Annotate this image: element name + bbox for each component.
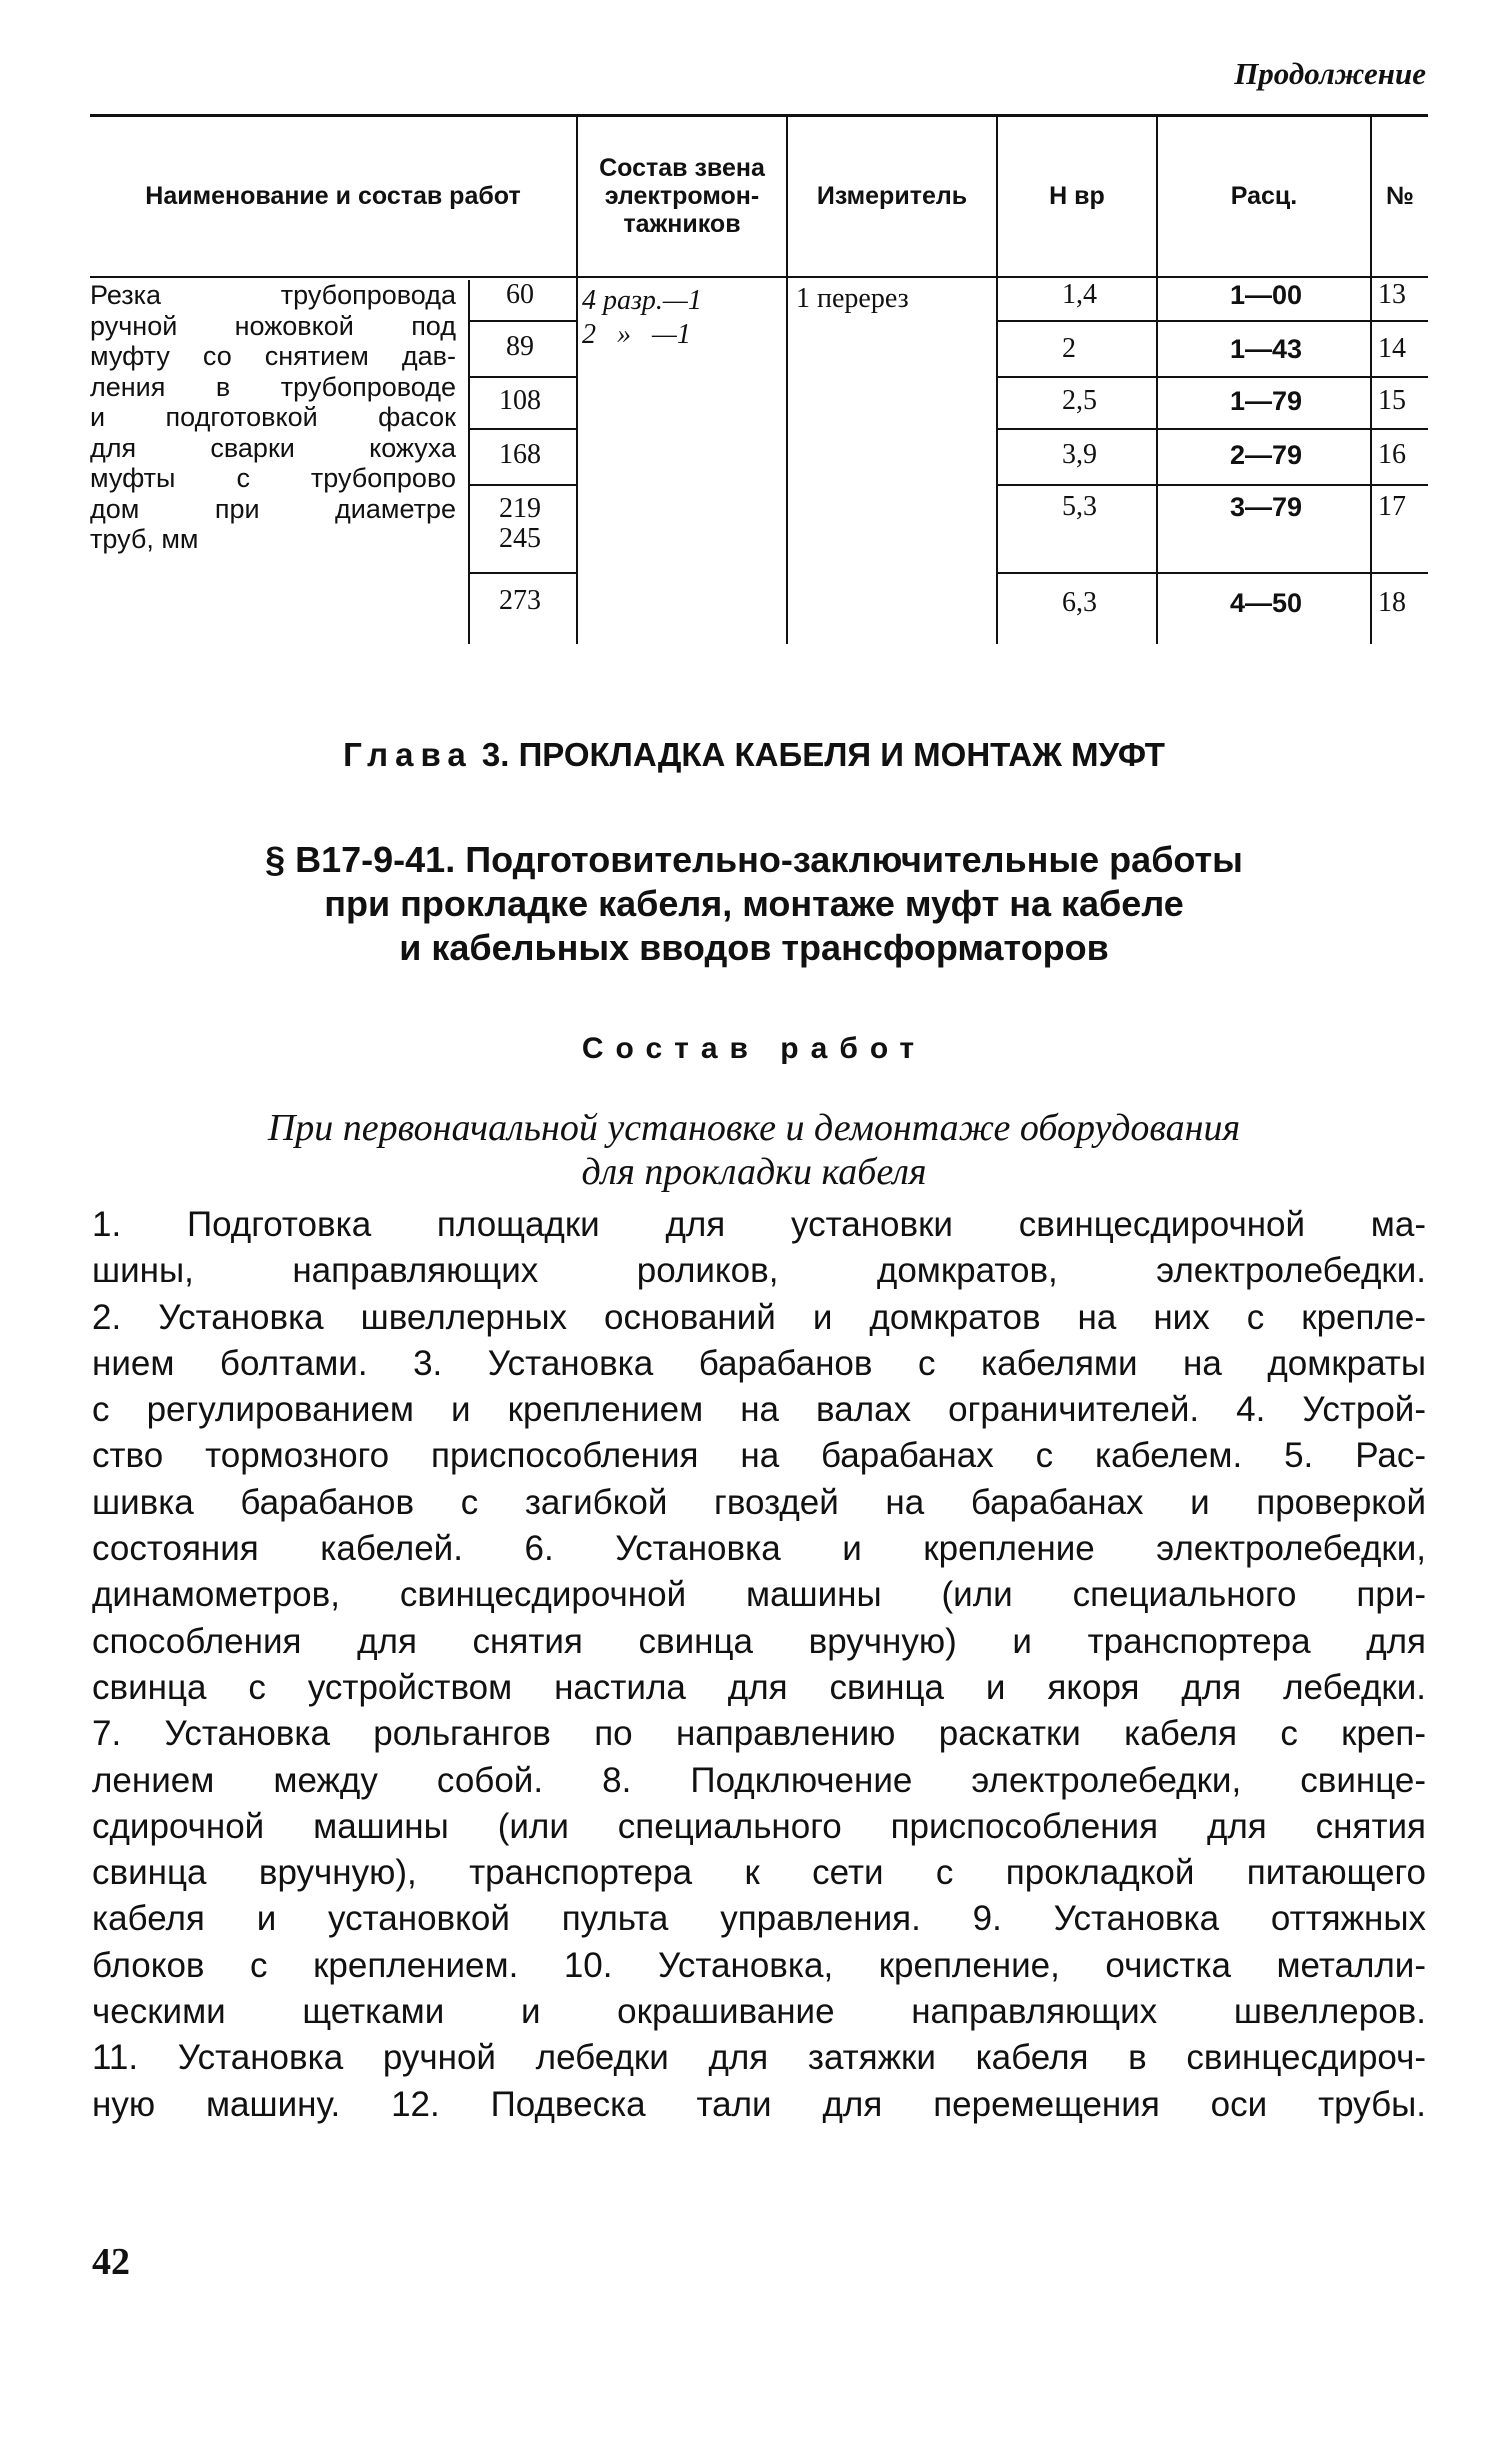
chapter-prefix: Глава (343, 736, 473, 773)
work-description-line: и подготовкой фасок (90, 402, 456, 432)
row-rule (996, 428, 1428, 430)
header-crew (578, 116, 786, 276)
body-line: лением между собой. 8. Подключение электролебедки, свинце- (92, 1760, 1426, 1800)
body-line: динамометров, свинцесдирочной машины (или специального при- (92, 1575, 1426, 1615)
number-cell: 14 (1378, 333, 1406, 364)
body-line: свинца вручную), транспортера к сети с прокладкой питающего (92, 1853, 1426, 1893)
rate-cell: 2—79 (1229, 440, 1303, 470)
norm-cell: 6,3 (1062, 587, 1097, 618)
page-number: 42 (92, 2241, 130, 2283)
body-text (92, 1202, 1426, 2128)
subheading (0, 1106, 1508, 1194)
body-line: 7. Установка рольгангов по направлению раскатки кабеля с креп- (92, 1714, 1426, 1754)
rate-cell: 1—79 (1229, 386, 1303, 416)
crew-composition (582, 284, 702, 352)
header-rate: Расц. (1230, 182, 1298, 210)
rate-cell: 1—00 (1229, 280, 1303, 310)
row-rule (996, 572, 1428, 574)
chapter-title: 3. ПРОКЛАДКА КАБЕЛЯ И МОНТАЖ МУФТ (481, 736, 1165, 773)
header-work: Наименование и состав работ (145, 182, 521, 210)
header-crew-text: Состав звена электромонтажников (599, 154, 765, 238)
diameter-cell: 60 (506, 279, 534, 310)
work-description-line: для сварки кожуха (90, 432, 456, 463)
body-line: 2. Установка швеллерных оснований и домкратов на них с крепле- (92, 1297, 1426, 1337)
work-description-line: дом при диаметре (90, 493, 456, 524)
body-line: кабеля и установкой пульта управления. 9. Установка оттяжных (92, 1899, 1426, 1939)
composition-heading: Состав работ (581, 1032, 927, 1065)
diameter-cell: 273 (499, 585, 541, 616)
row-rule (996, 320, 1428, 322)
body-line: состояния кабелей. 6. Установка и крепление электролебедки, (92, 1529, 1426, 1569)
rate-cell: 1—43 (1229, 334, 1303, 364)
norm-cell: 3,9 (1062, 439, 1097, 470)
work-description (90, 280, 456, 555)
work-description-line: ления в трубопроводе (90, 371, 456, 402)
number-cell: 18 (1378, 587, 1406, 618)
work-description-line: ручной ножовкой под (90, 310, 456, 341)
continuation-label: Продолжение (1234, 56, 1426, 91)
row-rule (468, 572, 576, 574)
body-line: блоков с креплением. 10. Установка, крепление, очистка металли- (92, 1945, 1426, 1985)
number-cell: 13 (1378, 279, 1406, 310)
crew-line: 2 » —1 (582, 319, 691, 350)
subheading-line: При первоначальной установке и демонтаже оборудования (267, 1107, 1241, 1149)
number-cell: 15 (1378, 385, 1406, 416)
row-rule (468, 376, 576, 378)
body-line: сдирочной машины (или специального приспособления для снятия (92, 1806, 1426, 1846)
body-line: с регулированием и креплением на валах ограничителей. 4. Устрой- (92, 1390, 1426, 1430)
section-title-line: при прокладке кабеля, монтаже муфт на кабеле (324, 883, 1184, 924)
work-description-line: муфты с трубопрово (90, 463, 456, 493)
diameter-cell: 168 (499, 439, 541, 470)
rates-table (90, 112, 1428, 652)
norm-cell: 2 (1062, 333, 1076, 364)
rate-cell: 3—79 (1229, 492, 1303, 522)
diameter-cell: 245 (499, 523, 541, 554)
body-line: ство тормозного приспособления на барабанах с кабелем. 5. Рас- (92, 1436, 1426, 1476)
row-rule (996, 376, 1428, 378)
subheading-line: для прокладки кабеля (581, 1151, 927, 1193)
unit-value: 1 перерез (796, 283, 909, 314)
section-title-line: и кабельных вводов трансформаторов (399, 927, 1109, 968)
norm-cell: 5,3 (1062, 491, 1097, 522)
body-line: способления для снятия свинца вручную) и транспортера для (92, 1621, 1426, 1661)
work-description-line: муфту со снятием дав- (90, 341, 456, 371)
body-line: свинца с устройством настила для свинца и якоря для лебедки. (92, 1667, 1426, 1707)
header-unit: Измеритель (816, 182, 968, 210)
row-rule (996, 484, 1428, 486)
norm-cell: 1,4 (1062, 279, 1097, 310)
row-rule (468, 484, 576, 486)
crew-line: 4 разр.—1 (582, 285, 702, 316)
body-line: шины, направляющих роликов, домкратов, электролебедки. (92, 1251, 1426, 1291)
body-line: 1. Подготовка площадки для установки свинцесдирочной ма- (92, 1205, 1426, 1244)
diameter-cell: 89 (506, 331, 534, 362)
work-description-line: Резка трубопровода (90, 280, 456, 310)
header-norm: Н вр (1049, 182, 1105, 210)
table-header-rule (90, 276, 1428, 278)
rate-cell: 4—50 (1229, 588, 1303, 618)
number-cell: 17 (1378, 491, 1406, 522)
body-line: шивка барабанов с загибкой гвоздей на барабанах и проверкой (92, 1482, 1426, 1522)
section-title (0, 838, 1508, 970)
chapter-heading (0, 736, 1508, 774)
body-line: нием болтами. 3. Установка барабанов с кабелями на домкраты (92, 1343, 1426, 1383)
diameter-cell: 219 (499, 493, 541, 524)
row-rule (468, 320, 576, 322)
row-rule (468, 428, 576, 430)
body-line: 11. Установка ручной лебедки для затяжки кабеля в свинцесдироч- (92, 2038, 1426, 2078)
header-number: № (1386, 182, 1414, 210)
number-cell: 16 (1378, 439, 1406, 470)
work-description-line: труб, мм (90, 524, 199, 554)
body-line: ную машину. 12. Подвеска тали для перемещения оси трубы. (92, 2084, 1426, 2124)
diameter-cell: 108 (499, 385, 541, 416)
section-title-line: § В17-9-41. Подготовительно-заключительные работы (265, 839, 1243, 880)
norm-cell: 2,5 (1062, 385, 1097, 416)
body-line: ческими щетками и окрашивание направляющих швеллеров. (92, 1992, 1426, 2032)
